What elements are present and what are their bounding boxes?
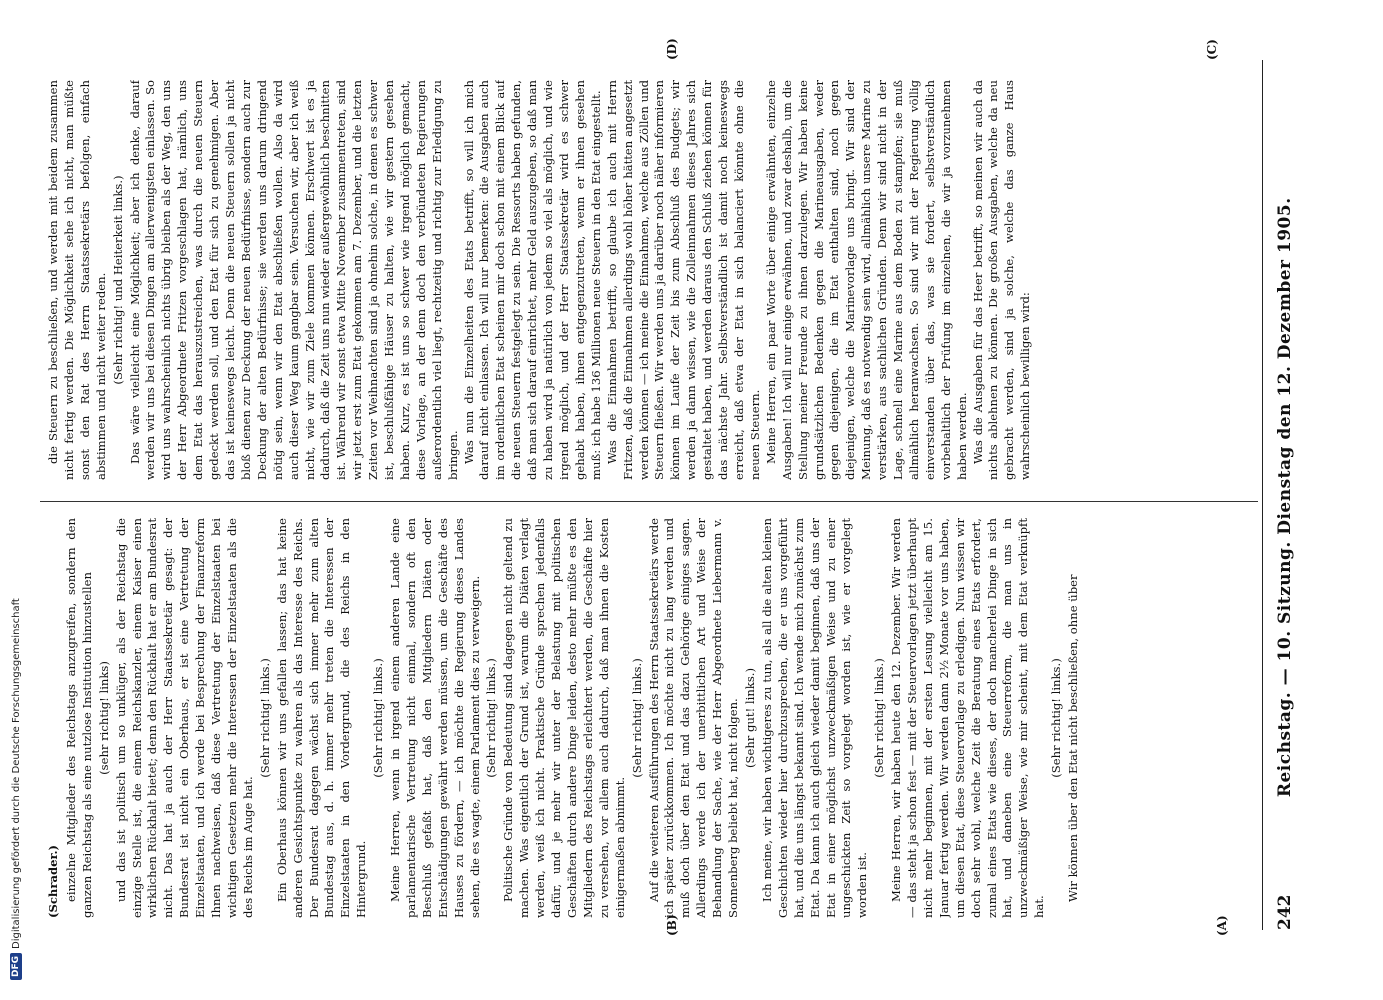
interjection: (Sehr richtig! links.) bbox=[629, 658, 644, 778]
paragraph: einzelne Mitglieder des Reichstags anzugreifen, sondern den ganzen Reichstag als eine nutzlose Institution hinzustellen bbox=[63, 518, 94, 918]
page-title: Reichstag. — 10. Sitzung. Dienstag den 12. Dezember 1905. bbox=[1275, 197, 1295, 798]
paragraph: Was nun die Einzelheiten des Etats betrifft, so will ich mich darauf nicht einlassen. Ich will nur bemerken: die Ausgaben auch im ordentlichen Etat scheinen mir doch schon mit einem Blick auf die neuen Steuern festgelegt zu sein. Die Ressorts haben gefunden, daß man sich darauf einrichtet, mehr Geld auszugeben, so daß man zu haben wird ja natürlich von jedem so viel als möglich, und wie irgend möglich, und der Herr Staatssekretär wird es schwer gehabt haben, ihnen entgegenzutreten, wenn er ihnen gesehen muß: ich habe 136 Millionen neue Steuern in den Etat eingestellt. bbox=[461, 80, 603, 480]
paragraph: Meine Herren, ein paar Worte über einige erwähnten, einzelne Ausgaben! Ich will nur einige erwähnen, und zwar deshalb, um die Stellung meiner Freunde zu ihnen darzulegen. Wir haben keine grundsätzlichen Bedenken gegen die Marineausgaben, weder gegen diejenigen, die im Etat enthalten sind, noch gegen diejenigen, welche die Marinevorlage uns bringt. Wir sind der Meinung, daß es notwendig sein wird, allmählich unsere Marine zu verstärken, aus sachlichen Gründen. Denn wir sind nicht in der Lage, schnell eine Marine aus dem Boden zu stampfen; sie muß allmählich heranwachsen. So sind wir mit der Regierung völlig einverstanden über das, was sie fordert, selbstverständlich vorbehaltlich der Prüfung im einzelnen, die wir ja vorzunehmen haben werden. bbox=[763, 80, 969, 480]
interjection: (Sehr richtig! links.) bbox=[371, 658, 386, 778]
paragraph: Das wäre vielleicht eine Möglichkeit; aber ich denke, darauf werden wir uns bei diesen Dingen am allerwenigsten einlassen. So wird uns wahrscheinlich nichts übrig bleiben als der Weg, den uns der Herr Abgeordnete Fritzen vorgeschlagen hat, nämlich, uns dem Etat das herauszustreichen, was durch die neuen Steuern gedeckt werden soll, und den Etat für sich zu genehmigen. Aber das ist keineswegs leicht. Denn die neuen Steuern sollen ja nicht bloß dienen zur Deckung der neuen Bedürfnisse, sondern auch zur Deckung der alten Bedürfnisse; sie werden uns darum dringend nötig sein, wenn wir den Etat abschließen wollen. Also da wird auch dieser Weg kaum gangbar sein. Versuchen wir, aber ich weiß nicht, wie wir zum Ziele kommen können. Erschwert ist es ja dadurch, daß die Zeit uns nun wieder außergewöhnlich beschnitten ist. Während wir sonst etwa Mitte November zusammentreten, sind wir jetzt erst zum Etat gekommen am 7. Dezember, und die letzten Zeiten vor Weihnachten sind ja ohnehin solche, in denen es schwer ist, beschlußfähige Häuser zu halten, wie wir gestern gesehen haben. Kurz, es ist uns so schwer wie irgend möglich gemacht, diese Vorlage, an der denn doch den verbündeten Regierungen außerordentlich viel liegt, rechtzeitig und richtig zur Erledigung zu bringen. bbox=[127, 80, 460, 480]
column-divider bbox=[40, 501, 1258, 502]
paragraph: Ich meine, wir haben wichtigeres zu tun, als all die alten kleinen Geschichten wieder hier durchzusprechen, die er uns vorgeführt hat, und die uns längst bekannt sind. Ich wende mich zunächst zum Etat. Da kann ich auch gleich wieder damit beginnen, daß uns der Etat in einer möglichst unzweckmäßigen Weise und zu einer ungeschickten Zeit so vorgelegt worden ist, wie er vorgelegt worden ist. bbox=[759, 518, 870, 918]
interjection: (Sehr richtig! links.) bbox=[1049, 658, 1064, 778]
page-number: 242 bbox=[1275, 894, 1295, 930]
paragraph: Meine Herren, wenn in irgend einem anderen Lande eine parlamentarische Vertretung nicht einmal, sondern oft den Beschluß gefaßt hat, daß den Mitgliedern Diäten oder Entschädigungen gewährt werden müssen, um die Geschäfte des Hauses zu fördern, — ich möchte die Regierung dieses Landes sehen, die es wagte, einem Parlament dies zu verweigern. bbox=[388, 518, 482, 918]
right-column bbox=[46, 80, 1254, 480]
paragraph: die Steuern zu beschließen, und werden mit beidem zusammen nicht fertig werden. Die Möglichkeit sehe ich nicht, man müßte sonst den Rat des Herrn Staatssekretärs befolgen, einfach abstimmen und nicht weiter reden. bbox=[46, 80, 108, 480]
interjection: (Sehr richtig! links.) bbox=[257, 658, 272, 778]
interjection: (Sehr gut! links.) bbox=[742, 668, 757, 768]
paragraph: Meine Herren, wir haben heute den 12. Dezember. Wir werden — das steht ja schon fest — mit der Steuervorlagen jetzt überhaupt nicht mehr beginnen, mit der ersten Lesung vielleicht am 15. Januar fertig werden. Wir werden dann 2½ Monate vor uns haben, um diesen Etat, diese Steuervorlage zu erledigen. Nun wissen wir doch sehr wohl, welche Zeit die Beratung eines Etats erfordert, zumal eines Etats wie dieses, der doch mancherlei Dinge in sich hat, und daneben eine Steuerreform, die man uns in unzweckmäßiger Weise, wie mir scheint, mit dem Etat verknüpft hat. bbox=[889, 518, 1047, 918]
paragraph: und das ist politisch um so unklüger, als der Reichstag die einzige Stelle ist, die einem Reichskanzler, einem Kaiser einen wirklichen Rückhalt bietet; denn den Rückhalt hat er am Bundesrat nicht. Das hat ja auch der Herr Staatssekretär gesagt: der Bundesrat ist nicht ein Oberhaus, er ist eine Vertretung der Einzelstaaten, und ich werde bei Besprechung der Finanzreform Ihnen nachweisen, daß diese Vertretung der Einzelstaaten bei wichtigen Gesetzen mehr die Interessen der Einzelstaaten als die des Reichs im Auge hat. bbox=[113, 518, 255, 918]
margin-marker-b: (B) bbox=[665, 914, 679, 936]
dfg-logo: DFG bbox=[10, 953, 22, 980]
paragraph: Ein Oberhaus können wir uns gefallen lassen; das hat keine anderen Gesichtspunkte zu wahren als das Interesse des Reichs. Der Bundesrat dagegen wächst sich immer mehr zum alten Bundestag aus, d. h. immer mehr treten die Interessen der Einzelstaaten in den Vordergrund, die des Reichs in den Hintergrund. bbox=[274, 518, 369, 918]
interjection: (sehr richtig! links) bbox=[96, 661, 111, 775]
paragraph: Auf die weiteren Ausführungen des Herrn Staatssekretärs werde ich später zurückkommen. Ich möchte nicht zu lang werden und muß doch über den Etat und das dazu Gehörige einiges sagen. Allerdings werde ich der unerbittlichen Art und Weise der Behandlung der Sache, wie der Herr Abgeordnete Liebermann v. Sonnenberg beliebt hat, nicht folgen. bbox=[646, 518, 741, 918]
page-header bbox=[1270, 70, 1300, 930]
footer-text: Digitalisierung gefördert durch die Deutsche Forschungsgemeinschaft bbox=[10, 598, 22, 949]
header-rule bbox=[1262, 60, 1263, 930]
paragraph: Was die Einnahmen betrifft, so glaube ich auch mit Herrn Fritzen, daß die Einnahmen allerdings wohl höher hätten angesetzt werden können — ich meine die Einnahmen, welche aus Zöllen und Steuern fließen. Wir werden uns ja darüber noch näher informieren können im Laufe der Zeit bis zum Abschluß des Budgets; wir werden ja dann wissen, wie die Zolleinnahmen dieses Jahres sich gestaltet haben, und werden daraus den Schluß ziehen können für das nächste Jahr. Selbstverständlich ist damit noch keineswegs erreicht, daß etwa der Etat in sich balanciert könnte ohne die neuen Steuern. bbox=[604, 80, 762, 480]
margin-marker-c: (C) bbox=[1205, 39, 1219, 60]
paragraph: Wir können über den Etat nicht beschließen, ohne über bbox=[1066, 574, 1081, 902]
margin-marker-d: (D) bbox=[665, 38, 679, 60]
margin-marker-a: (A) bbox=[1215, 915, 1229, 936]
paragraph: Politische Gründe von Bedeutung sind dagegen nicht geltend zu machen. Was eigentlich der Grund ist, warum die Diäten verlagt werden, weiß ich nicht. Praktische Gründe sprechen jedenfalls dafür, und je mehr wir unter der Belastung mit politischen Geschäften durch andere Dinge leiden, desto mehr müßte es den Mitgliedern des Reichstags erleichtert werden, die Geschäfte hier zu versehen, vor allem auch dadurch, daß man ihnen die Kosten einigermaßen abnimmt. bbox=[501, 518, 627, 918]
interjection: (Sehr richtig! links.) bbox=[872, 658, 887, 778]
speaker-name: (Schrader.) bbox=[46, 844, 60, 918]
paragraph: Was die Ausgaben für das Heer betrifft, so meinen wir auch da nichts ablehnen zu können. Die großen Ausgaben, welche da neu gebracht werden, sind ja solche, welche das ganze Haus wahrscheinlich bewilligen wird: bbox=[970, 80, 1033, 480]
left-column bbox=[46, 518, 1254, 918]
interjection: (Sehr richtig! und Heiterkeit links.) bbox=[110, 175, 125, 385]
footer-credit bbox=[8, 380, 24, 980]
interjection: (Sehr richtig! links.) bbox=[484, 658, 499, 778]
